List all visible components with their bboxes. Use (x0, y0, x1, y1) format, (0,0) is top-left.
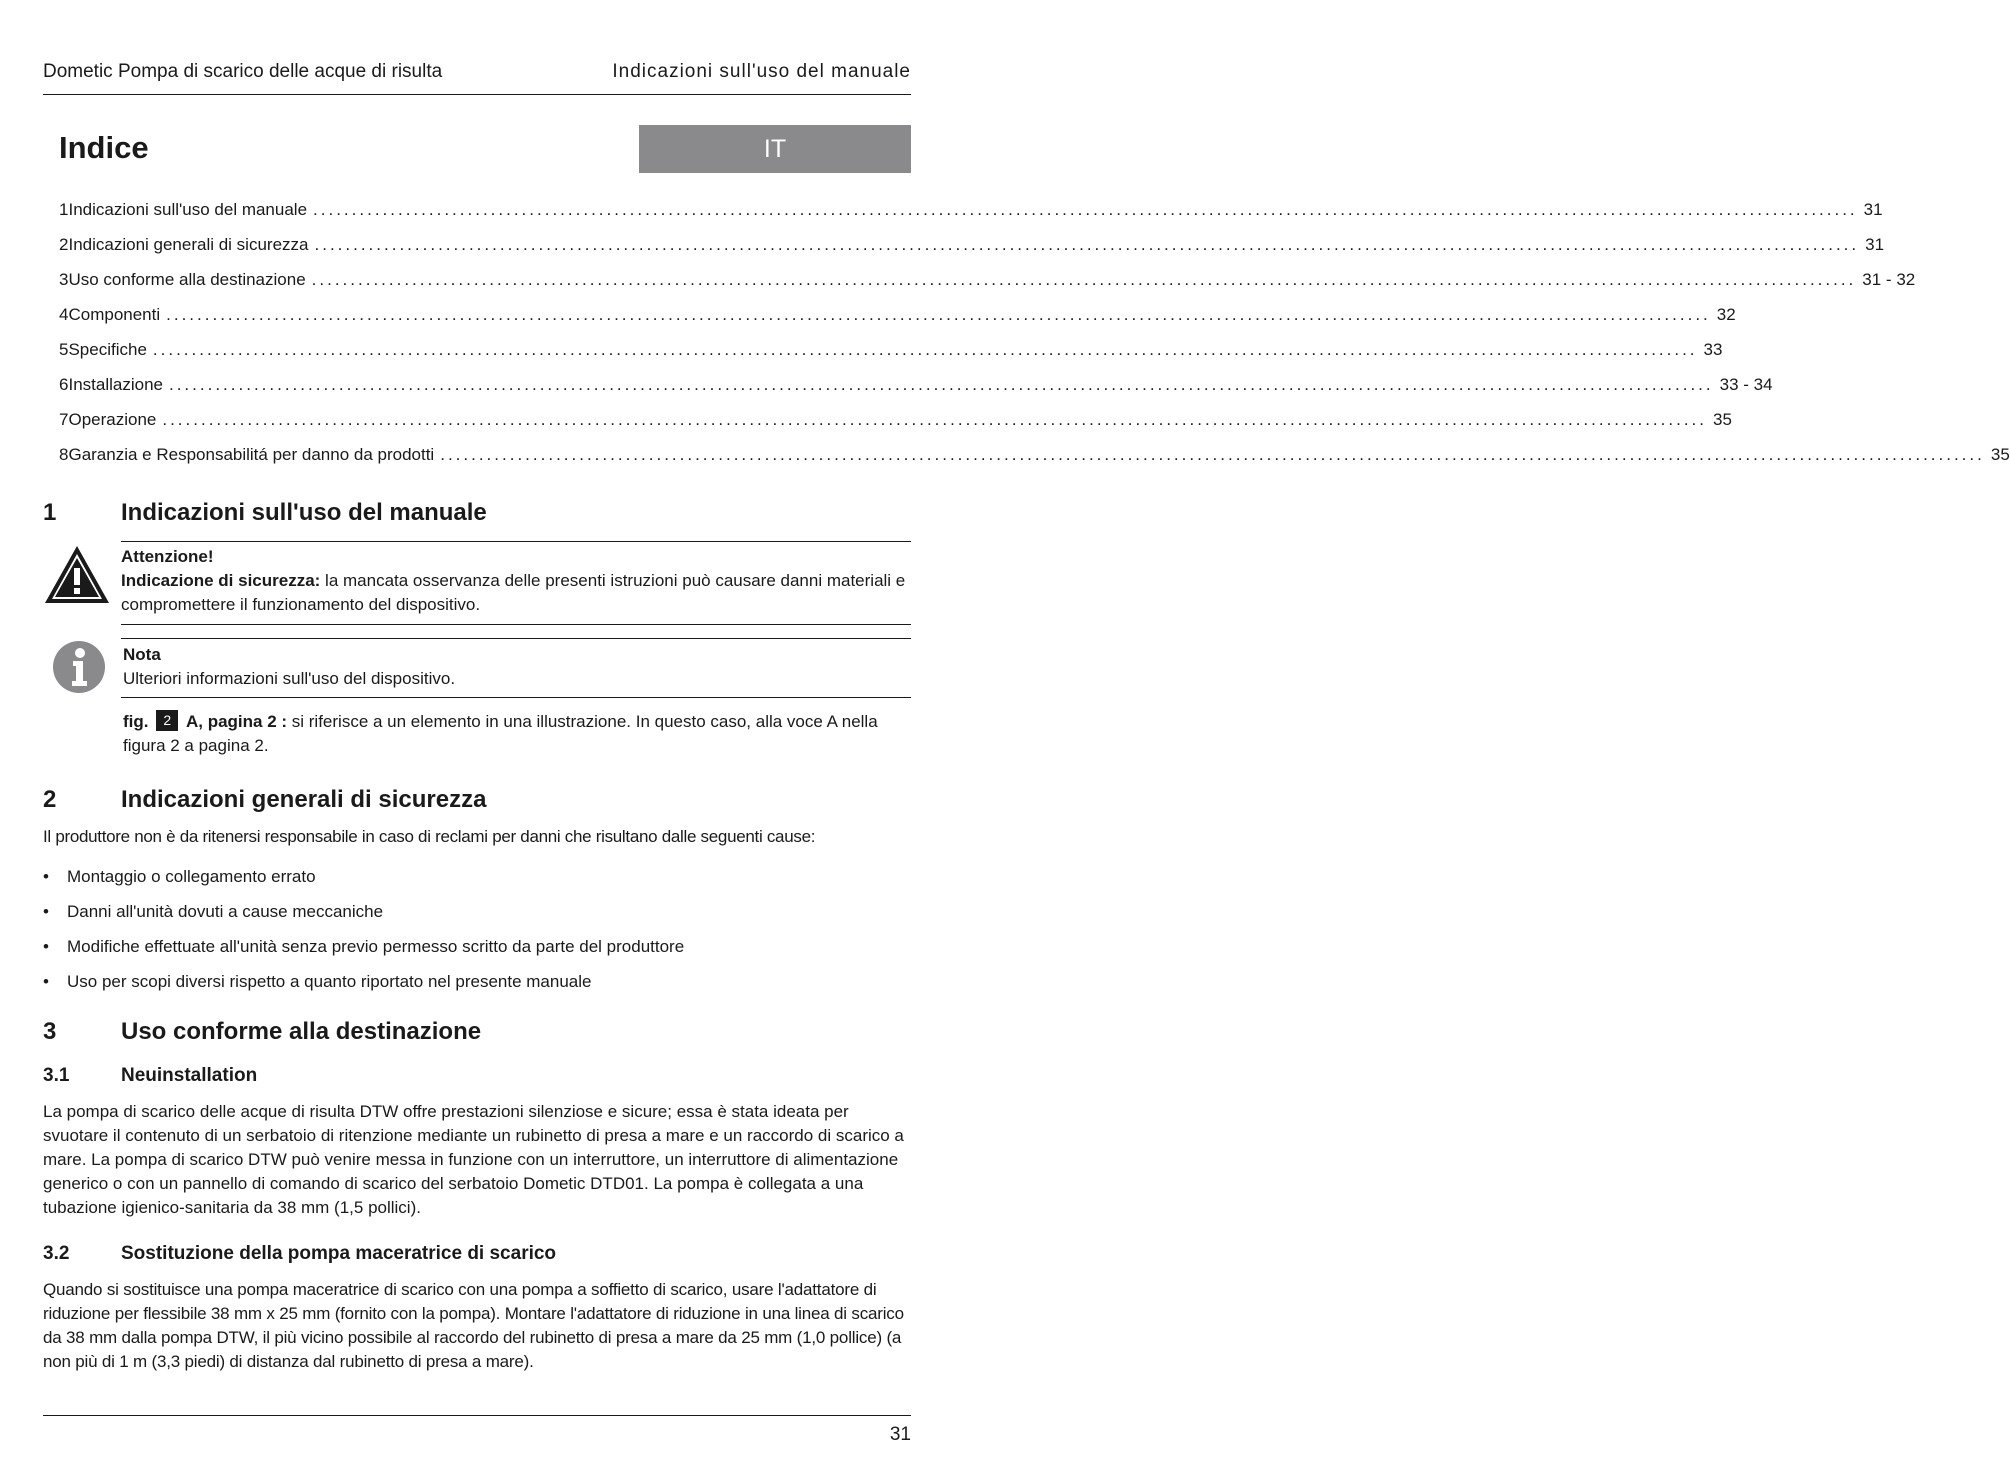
warning-text: la mancata osservanza delle presenti istruzioni può causare danni materiali e compromettere il funzionamento del dispositivo. (121, 571, 906, 614)
table-of-contents (59, 192, 2010, 472)
list-item (43, 859, 911, 894)
note-divider-top (121, 638, 911, 639)
toc-item-label: Installazione (68, 374, 163, 394)
info-icon (53, 641, 105, 693)
bullet-icon: • (43, 971, 49, 991)
toc-item[interactable] (59, 437, 2010, 472)
toc-item-page: 35 (1713, 409, 1732, 429)
toc-item-page: 33 (1703, 339, 1723, 359)
warning-label: Indicazione di sicurezza: (121, 571, 321, 590)
toc-item[interactable] (59, 297, 1736, 332)
note-title: Nota (123, 645, 161, 664)
toc-item[interactable] (59, 262, 1916, 297)
language-badge: IT (639, 125, 911, 173)
section-number: 2 (43, 786, 57, 813)
toc-item-page: 31 (1865, 234, 1885, 254)
toc-item-number: 2 (59, 234, 69, 254)
toc-item-number: 7 (59, 409, 69, 429)
bullet-icon: • (43, 936, 49, 956)
subsection-title: Sostituzione della pompa maceratrice di scarico (121, 1243, 557, 1264)
bullet-icon: • (43, 866, 49, 886)
toc-item-label: Operazione (68, 409, 157, 429)
section-title: Indicazioni sull'uso del manuale (121, 499, 487, 526)
toc-item-label: Uso conforme alla destinazione (68, 269, 306, 289)
list-item (43, 929, 911, 964)
toc-item[interactable] (59, 367, 1773, 402)
list-item-text: Uso per scopi diversi rispetto a quanto riportato nel presente manuale (67, 971, 592, 991)
section-header: Indicazioni sull'uso del manuale (612, 61, 911, 82)
toc-item-number: 8 (59, 444, 69, 464)
document-title: Dometic Pompa di scarico delle acque di risulta (43, 61, 443, 82)
toc-leader: ........................................................................................................................................................................................................ (311, 269, 1857, 289)
figure-reference (123, 710, 911, 758)
list-item-text: Danni all'unità dovuti a cause meccaniche (67, 901, 384, 921)
toc-leader: ........................................................................................................................................................................................................ (168, 374, 1714, 394)
toc-item-label: Garanzia e Responsabilitá per danno da prodotti (68, 444, 435, 464)
list-item-text: Modifiche effettuate all'unità senza previo permesso scritto da parte del produttore (67, 936, 685, 956)
subsection-3-2-heading (43, 1243, 556, 1265)
toc-leader: ........................................................................................................................................................................................................ (313, 199, 1858, 219)
warning-block (121, 545, 911, 617)
list-item (43, 964, 911, 999)
figure-number-box: 2 (156, 710, 178, 731)
section-1-heading (43, 499, 487, 527)
toc-title: Indice (59, 130, 149, 165)
subsection-3-2-text: Quando si sostituisce una pompa maceratrice di scarico con una pompa a soffietto di scarico, usare l'adattatore di riduzione per flessibile 38 mm x 25 mm (fornito con la pompa). Montare l'adattatore di riduzione in una linea di scarico da 38 mm dalla pompa DTW, il più vicino possibile al raccordo del rubinetto di presa a mare da 25 mm (1,0 pollice) (a non più di 1 m (3,3 piedi) di distanza dal rubinetto di presa a mare). (43, 1280, 904, 1371)
toc-item-page: 31 - 32 (1862, 269, 1916, 289)
warning-body (121, 569, 911, 617)
subsection-3-1-heading (43, 1065, 257, 1087)
warning-divider-bottom (121, 624, 911, 625)
section-2-intro: Il produttore non è da ritenersi responsabile in caso di reclami per danni che risultano dalle seguenti cause: (43, 827, 816, 846)
header-divider (43, 94, 911, 95)
section-title: Indicazioni generali di sicurezza (121, 786, 487, 813)
warning-divider-top (121, 541, 911, 542)
note-text: Ulteriori informazioni sull'uso del dispositivo. (123, 669, 456, 688)
toc-item-number: 6 (59, 374, 69, 394)
note-divider-bottom (121, 697, 911, 698)
toc-leader: ........................................................................................................................................................................................................ (166, 304, 1711, 324)
toc-leader: ........................................................................................................................................................................................................ (152, 339, 1698, 359)
toc-item-number: 5 (59, 339, 69, 359)
toc-item-number: 3 (59, 269, 69, 289)
warning-title: Attenzione! (121, 547, 214, 566)
subsection-number: 3.1 (43, 1065, 70, 1086)
toc-item-page: 32 (1716, 304, 1736, 324)
toc-item-label: Indicazioni sull'uso del manuale (68, 199, 308, 219)
toc-item-number: 1 (59, 199, 69, 219)
section-number: 1 (43, 499, 57, 526)
note-block (123, 643, 911, 691)
fig-prefix: fig. (123, 712, 149, 731)
bullet-list (43, 859, 911, 999)
fig-description: si riferisce a un elemento in una illustrazione. In questo caso, alla voce A nella figura 2 a pagina 2. (123, 712, 878, 755)
section-3-heading (43, 1018, 481, 1046)
toc-leader: ........................................................................................................................................................................................................ (162, 409, 1707, 429)
toc-item[interactable] (59, 402, 1732, 437)
toc-item[interactable] (59, 227, 1885, 262)
subsection-3-1-text: La pompa di scarico delle acque di risulta DTW offre prestazioni silenziose e sicure; essa è stata ideata per svuotare il contenuto di un serbatoio di ritenzione mediante un rubinetto di presa a mare e un raccordo di scarico a mare. La pompa di scarico DTW può venire messa in funzione con un interruttore, un interruttore di alimentazione generico o con un pannello di comando di scarico del serbatoio Dometic DTD01. La pompa è collegata a una tubazione igienico-sanitaria da 38 mm (1,5 pollici). (43, 1102, 904, 1217)
toc-item[interactable] (59, 332, 1723, 367)
subsection-title: Neuinstallation (121, 1065, 258, 1086)
toc-item-label: Specifiche (68, 339, 147, 359)
toc-leader: ........................................................................................................................................................................................................ (314, 234, 1860, 254)
section-2-heading (43, 786, 486, 814)
section-number: 3 (43, 1018, 57, 1045)
toc-item-page: 33 - 34 (1719, 374, 1773, 394)
toc-item[interactable] (59, 192, 1883, 227)
bullet-icon: • (43, 901, 49, 921)
warning-triangle-icon (43, 544, 111, 606)
toc-item-page: 35 (1990, 444, 2010, 464)
fig-bold-ref: A, pagina 2 : (185, 712, 288, 731)
footer-divider (43, 1415, 911, 1416)
page-number: 31 (889, 1424, 911, 1445)
toc-item-label: Indicazioni generali di sicurezza (68, 234, 309, 254)
toc-leader: ........................................................................................................................................................................................................ (440, 444, 1985, 464)
section-title: Uso conforme alla destinazione (121, 1018, 482, 1045)
list-item (43, 894, 911, 929)
toc-item-label: Componenti (68, 304, 161, 324)
toc-item-number: 4 (59, 304, 69, 324)
subsection-number: 3.2 (43, 1243, 70, 1264)
list-item-text: Montaggio o collegamento errato (67, 866, 316, 886)
toc-item-page: 31 (1863, 199, 1883, 219)
